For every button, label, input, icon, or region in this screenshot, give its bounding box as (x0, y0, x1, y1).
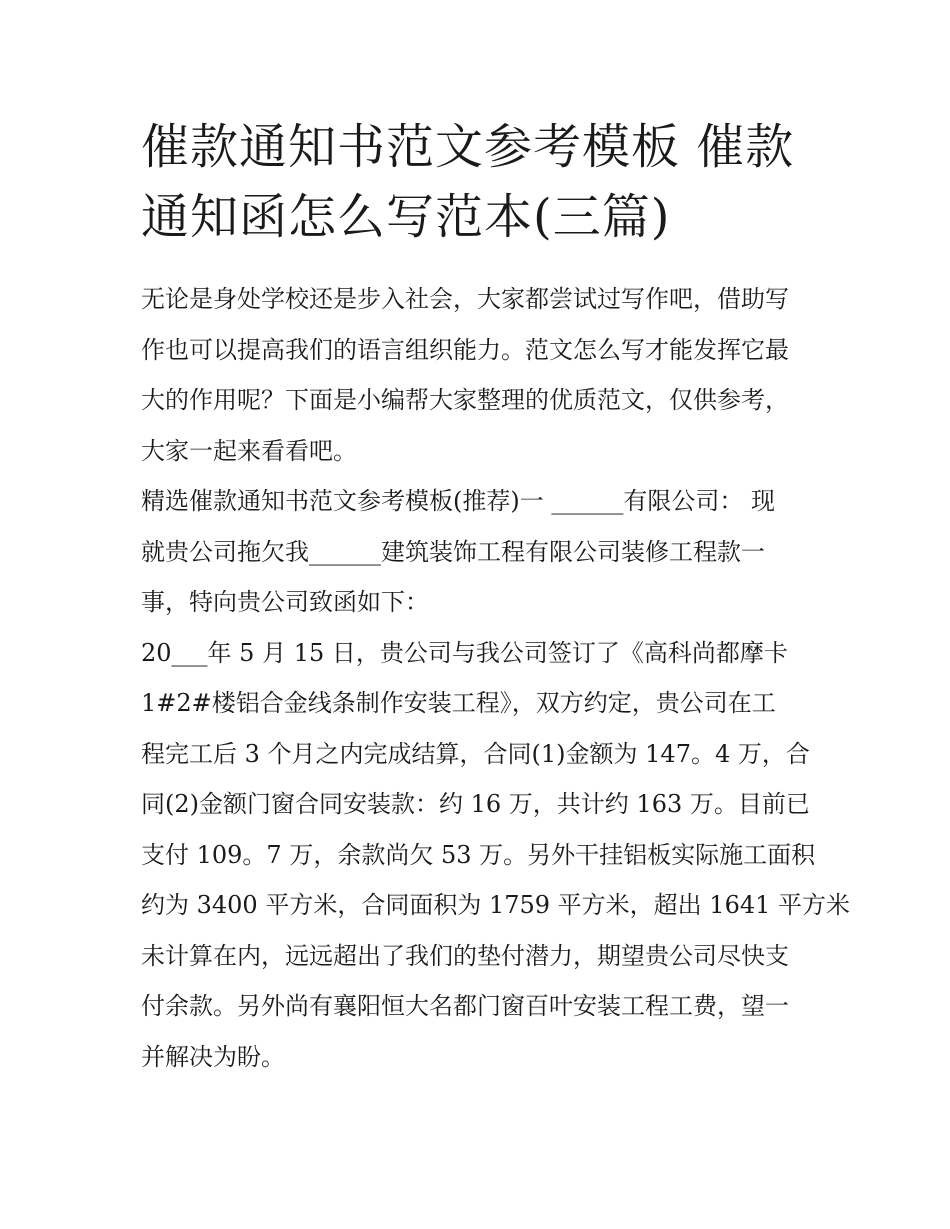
title-line: 催款通知书范文参考模板 催款 (141, 119, 795, 175)
body-paragraph (141, 628, 851, 1083)
text-line: 大家一起来看看吧。 (141, 436, 357, 465)
salutation-paragraph (141, 476, 813, 628)
text-line: 支付 109。7 万，余款尚欠 53 万。另外干挂铝板实际施工面积 (141, 840, 816, 869)
text-line: 未计算在内，远远超出了我们的垫付潜力，期望贵公司尽快支 (141, 941, 789, 970)
text-line: 并解决为盼。 (141, 1042, 285, 1071)
text-line: 程完工后 3 个月之内完成结算，合同(1)金额为 147。4 万，合 (141, 739, 810, 768)
text-line: 无论是身处学校还是步入社会，大家都尝试过写作吧，借助写 (141, 285, 789, 313)
text-line: 大的作用呢？下面是小编帮大家整理的优质范文，仅供参考， (141, 386, 789, 414)
text-line: 约为 3400 平方米，合同面积为 1759 平方米，超出 1641 平方米 (141, 891, 851, 919)
text-line: 精选催款通知书范文参考模板(推荐)一 ______有限公司： 现 (141, 487, 775, 515)
text-line: 1#2#楼铝合金线条制作安装工程》，双方约定，贵公司在工 (141, 689, 776, 717)
title-line: 通知函怎么写范本(三篇) (141, 189, 671, 245)
text-line: 20___年 5 月 15 日，贵公司与我公司签订了《高科尚都摩卡 (141, 638, 788, 667)
text-line: 作也可以提高我们的语言组织能力。范文怎么写才能发挥它最 (141, 335, 789, 364)
text-line: 付余款。另外尚有襄阳恒大名都门窗百叶安装工程工费，望一 (141, 992, 789, 1020)
intro-paragraph (141, 274, 813, 476)
text-line: 事，特向贵公司致函如下： (141, 588, 429, 616)
document-title (141, 112, 813, 252)
text-line: 同(2)金额门窗合同安装款：约 16 万，共计约 163 万。目前已 (141, 790, 810, 818)
text-line: 就贵公司拖欠我______建筑装饰工程有限公司装修工程款一 (141, 537, 765, 566)
document-page (141, 112, 851, 1082)
